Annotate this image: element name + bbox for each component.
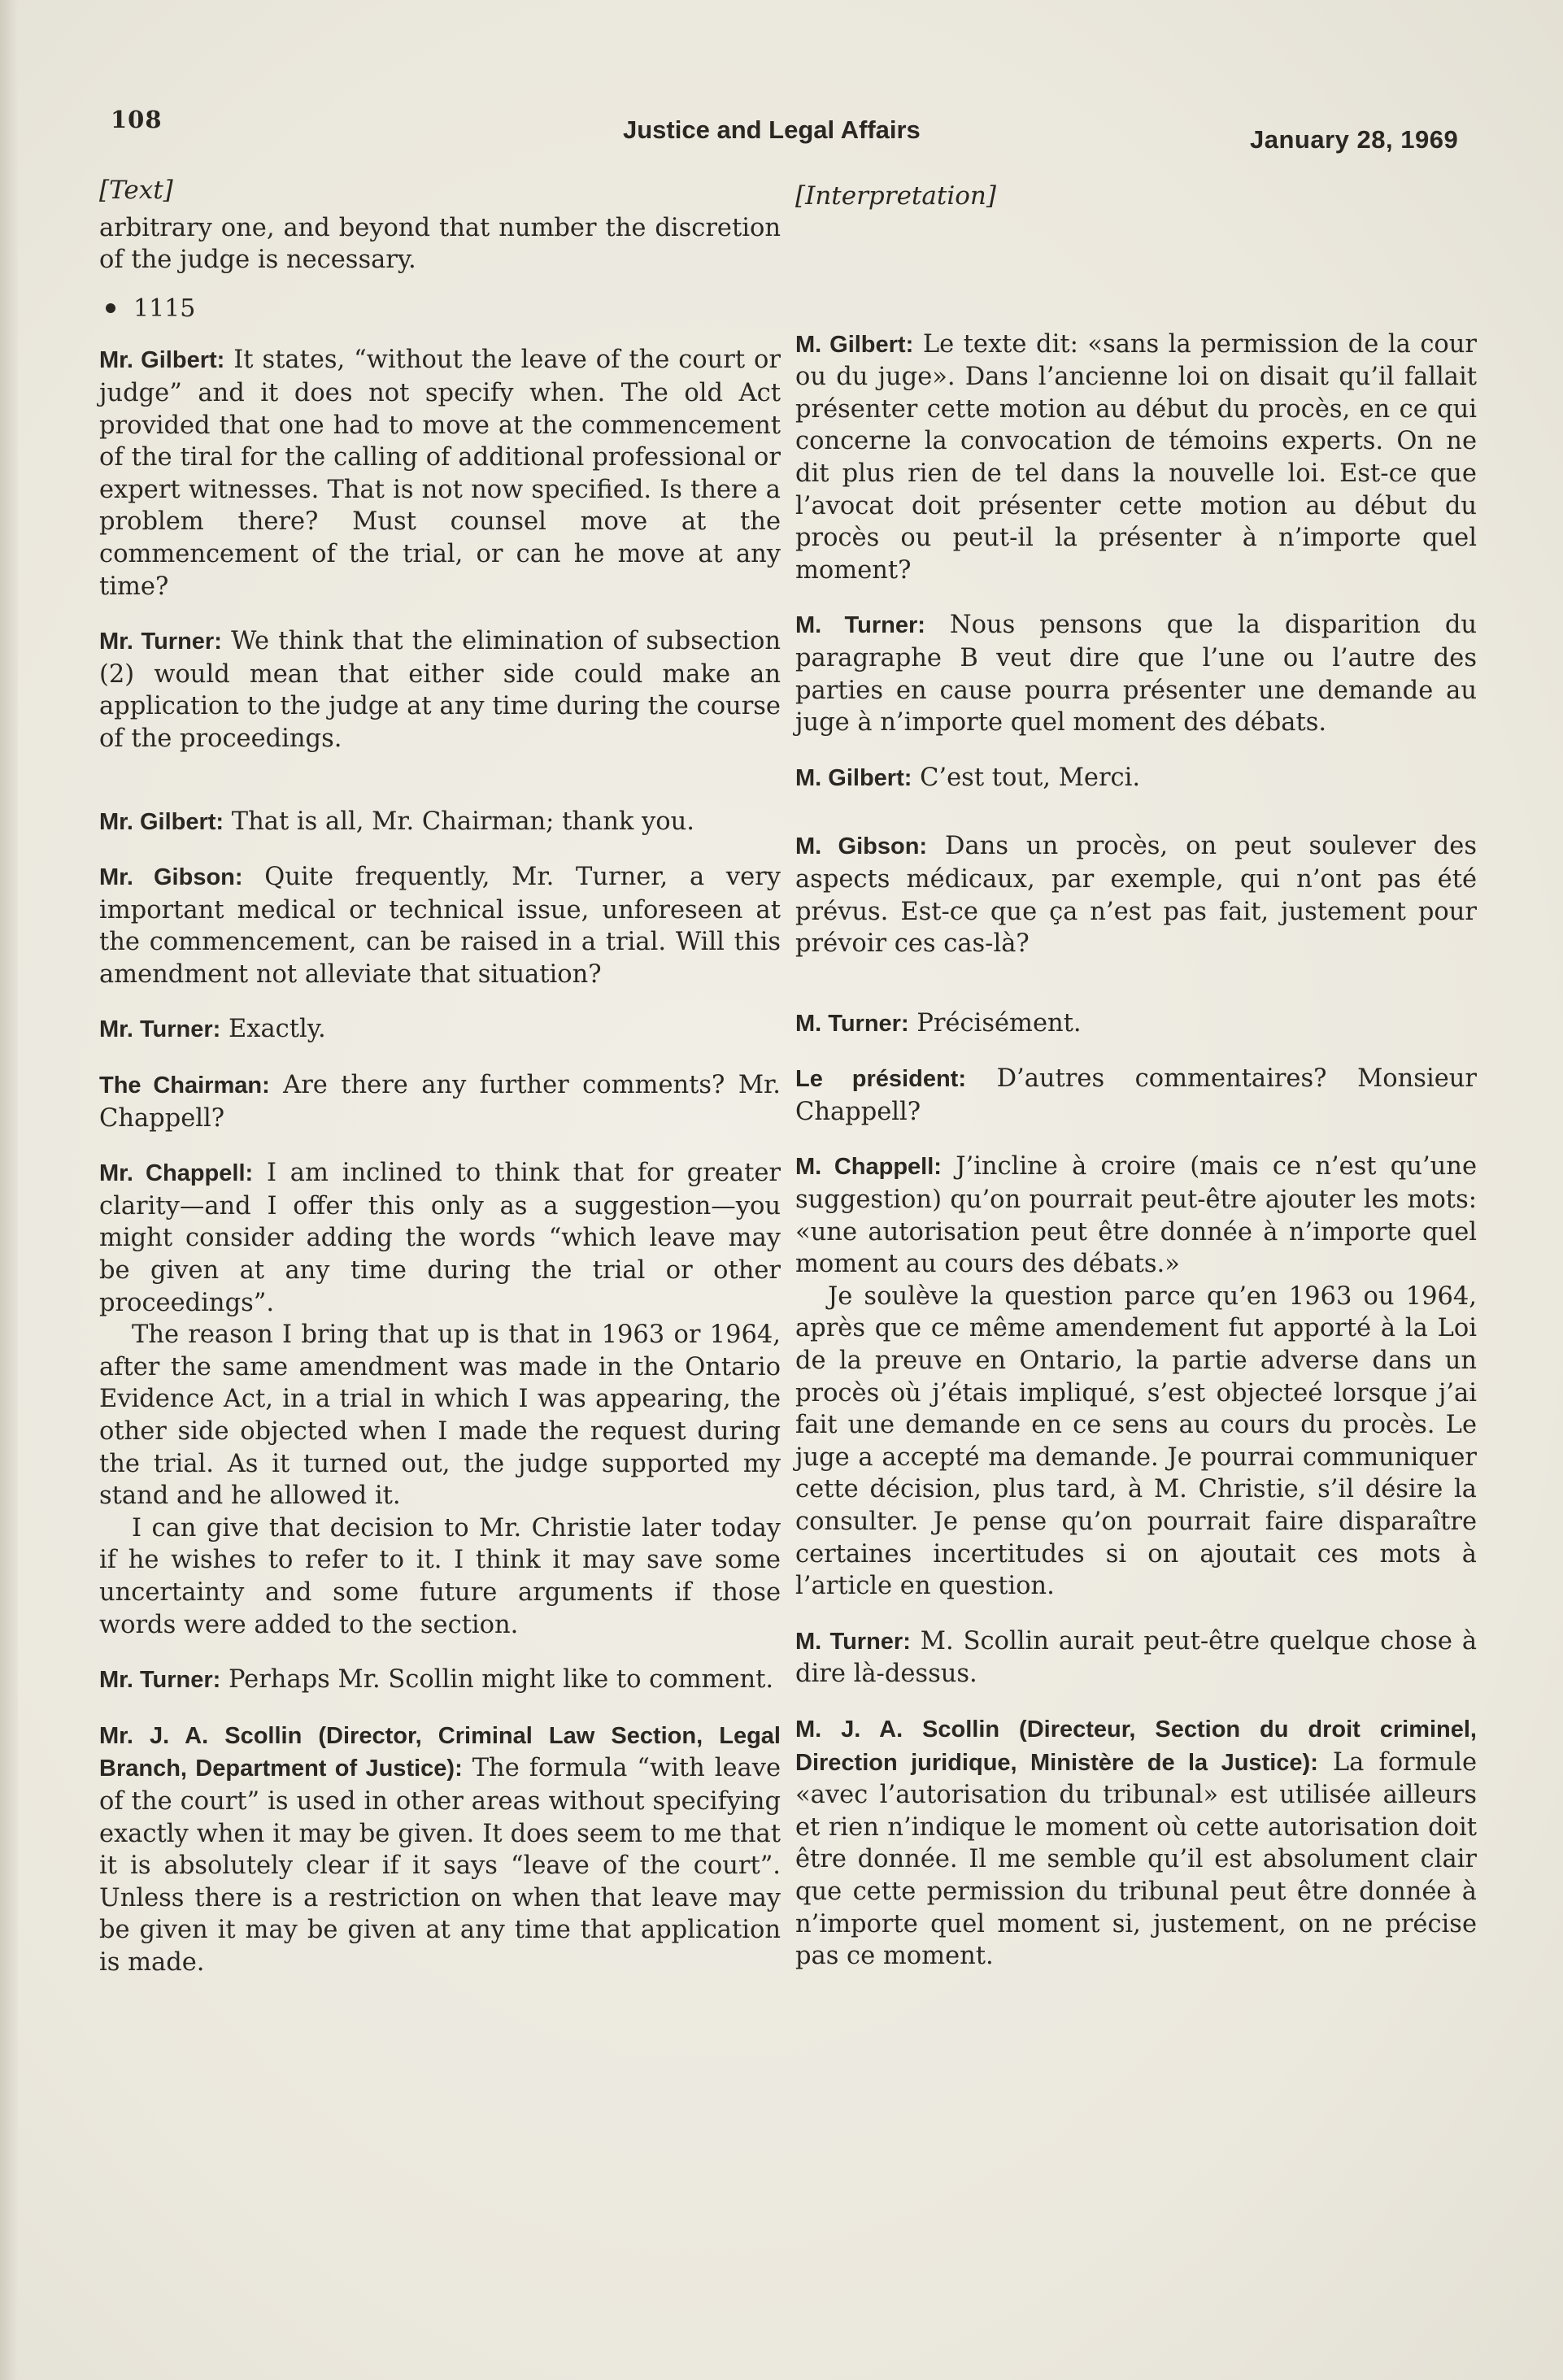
list-item <box>795 329 1477 587</box>
speaker-name: M. Gilbert: <box>795 331 914 358</box>
french-column <box>795 181 1477 1995</box>
list-item <box>99 1069 781 1134</box>
list-item <box>795 762 1477 795</box>
speech-text: I can give that decision to Mr. Christie later today if he wishes to refer to it. I think it may save some uncertainty and some future arguments if those words were added to the section. <box>99 1513 781 1639</box>
speech-text: Quite frequently, Mr. Turner, a very important medical or technical issue, unforeseen at the commencement, can be raised in a trial. Will this amendment not alleviate that situation? <box>99 863 781 989</box>
running-header <box>0 106 1563 154</box>
speaker-name: M. Gilbert: <box>795 764 912 791</box>
speaker-name: Mr. Gilbert: <box>99 347 225 374</box>
list-item <box>795 830 1477 959</box>
speech-text: D’autres commentaires? Monsieur Chappell? <box>795 1064 1477 1126</box>
speech-text: Exactly. <box>229 1015 326 1044</box>
speaker-name: Mr. Chappell: <box>99 1160 254 1187</box>
spacer <box>795 983 1477 1007</box>
speech-text: Are there any further comments? Mr. Chappell? <box>99 1071 781 1133</box>
list-item <box>99 344 781 603</box>
speech-text: It states, “without the leave of the court or judge” and it does not specify when. The old Act provided that one had to move at the commencement of the tiral for the calling of additional professional or expert witnesses. That is not now specified. Is there a problem there? Must counsel move at the commencement of the trial, or can he move at any time? <box>99 346 782 601</box>
page-number: 108 <box>111 106 163 133</box>
list-item <box>99 1720 781 1979</box>
list-item <box>795 1063 1477 1128</box>
speech-text: I am inclined to think that for greater clarity—and I offer this only as a suggestion—you might consider adding the words “which leave may be given at any time during the trial or other proceedings”. <box>99 1159 782 1317</box>
list-item <box>99 1512 781 1641</box>
speech-text: C’est tout, Merci. <box>920 763 1141 792</box>
list-item <box>795 1007 1477 1041</box>
list-item <box>99 806 781 839</box>
speaker-name: The Chairman: <box>99 1073 270 1099</box>
speech-text: That is all, Mr. Chairman; thank you. <box>231 807 694 836</box>
speech-text: Dans un procès, on peut soulever des aspects médicaux, par exemple, qui n’ont pas été prévus. Est-ce que ça n’est pas fait, justement pour prévoir ces cas-là? <box>795 832 1477 959</box>
speech-text: La formule «avec l’autorisation du tribunal» est utilisée ailleurs et rien n’indique le moment où cette autorisation doit être donnée. Il me semble qu’il est absolument clair que cette permission du tribunal peut être donnée à n’importe quel moment si, justement, on ne précise pas ce moment. <box>795 1747 1478 1971</box>
speaker-name: M. J. A. Scollin (Directeur, Section du droit criminel, Direction juridique, Ministère de la Justice): <box>795 1716 1477 1776</box>
timestamp-value: 1115 <box>133 294 196 323</box>
speech-text: Nous pensons que la disparition du paragraphe B veut dire que l’une ou l’autre des parties en cause pourra présenter une demande au juge à n’importe quel moment des débats. <box>795 611 1477 737</box>
speaker-name: Mr. Gibson: <box>99 864 243 891</box>
speech-text: Le texte dit: «sans la permission de la cour ou du juge». Dans l’ancienne loi on disait qu’il fallait présenter cette motion au début du procès, en ce qui concerne la convocation de témoins experts. On ne dit plus rien de tel dans la nouvelle loi. Est-ce que l’avocat doit présenter cette motion au début du procès ou peut-il la présenter à n’importe quel moment? <box>795 329 1477 585</box>
speaker-name: Mr. Turner: <box>99 629 222 655</box>
list-item <box>99 1664 781 1697</box>
list-item <box>99 1319 781 1512</box>
speech-text: J’incline à croire (mais ce n’est qu’une suggestion) qu’on pourrait peut-être ajouter les mots: «une autorisation peut être donnée à n’importe quel moment au cours des débats.» <box>795 1152 1477 1279</box>
speaker-name: M. Turner: <box>795 1628 911 1655</box>
english-column <box>99 175 781 2002</box>
speech-text: Précisément. <box>916 1008 1082 1038</box>
header-date: January 28, 1969 <box>1250 125 1459 154</box>
list-item <box>795 1281 1477 1603</box>
spacer <box>795 817 1477 830</box>
speaker-name: M. Gibson: <box>795 833 928 860</box>
speech-text: We think that the elimination of subsection (2) would mean that either side could make an application to the judge at any time during the course of the proceedings. <box>99 627 781 753</box>
speech-text: Je soulève la question parce qu’en 1963 ou 1964, après que ce même amendement fut apporté à la Loi de la preuve en Ontario, la partie adverse dans un procès où j’étais impliqué, s’est objecteé lorsque j’ai fait une demande en ce sens au cours du procès. Le juge a accepté ma demande. Je pourrai communiquer cette décision, plus tard, à M. Christie, s’il désire la consulter. Je pense qu’on pourrait faire disparaître certaines incertitudes si on ajoutait ces mots à l’article en question. <box>795 1281 1477 1601</box>
list-item <box>795 1713 1477 1973</box>
speech-text: The reason I bring that up is that in 1963 or 1964, after the same amendment was made in the Ontario Evidence Act, in a trial in which I was appearing, the other side objected when I made the request during the trial. As it turned out, the judge supported my stand and he allowed it. <box>99 1321 781 1511</box>
bullet-icon <box>106 303 115 313</box>
french-column-label: [Interpretation] <box>795 181 996 211</box>
binding-edge <box>0 0 18 2380</box>
speech-text: Perhaps Mr. Scollin might like to comment. <box>229 1665 774 1695</box>
speech-text: The formula “with leave of the court” is used in other areas without specifying exactly when it may be given. It does seem to me that it is absolutely clear if it says “leave of the court”. Unless there is a restriction on when that leave may be given it may be given at any time that application is made. <box>99 1754 781 1977</box>
spacer <box>795 233 1477 329</box>
speaker-name: M. Chappell: <box>795 1154 942 1181</box>
list-item <box>795 1625 1477 1690</box>
list-item <box>795 1151 1477 1280</box>
speaker-name: Le président: <box>795 1066 966 1093</box>
list-item <box>99 1013 781 1046</box>
speaker-name: Mr. Turner: <box>99 1667 221 1694</box>
speech-text: M. Scollin aurait peut-être quelque chose à dire là-dessus. <box>795 1626 1478 1689</box>
continuation-text: arbitrary one, and beyond that number the discretion of the judge is necessary. <box>99 213 781 275</box>
speaker-name: M. Turner: <box>795 612 925 639</box>
speaker-name: Mr. J. A. Scollin (Director, Criminal Law Section, Legal Branch, Department of Justice): <box>99 1722 781 1782</box>
list-item <box>99 861 781 990</box>
speaker-name: Mr. Turner: <box>99 1016 221 1043</box>
spacer <box>99 778 781 806</box>
speaker-name: M. Turner: <box>795 1010 909 1037</box>
timestamp-marker <box>99 293 781 325</box>
list-item <box>795 609 1477 738</box>
speaker-name: Mr. Gilbert: <box>99 808 224 835</box>
list-item <box>99 1157 781 1319</box>
english-column-label: [Text] <box>99 176 173 205</box>
running-title: Justice and Legal Affairs <box>623 115 921 144</box>
list-item <box>99 625 781 755</box>
